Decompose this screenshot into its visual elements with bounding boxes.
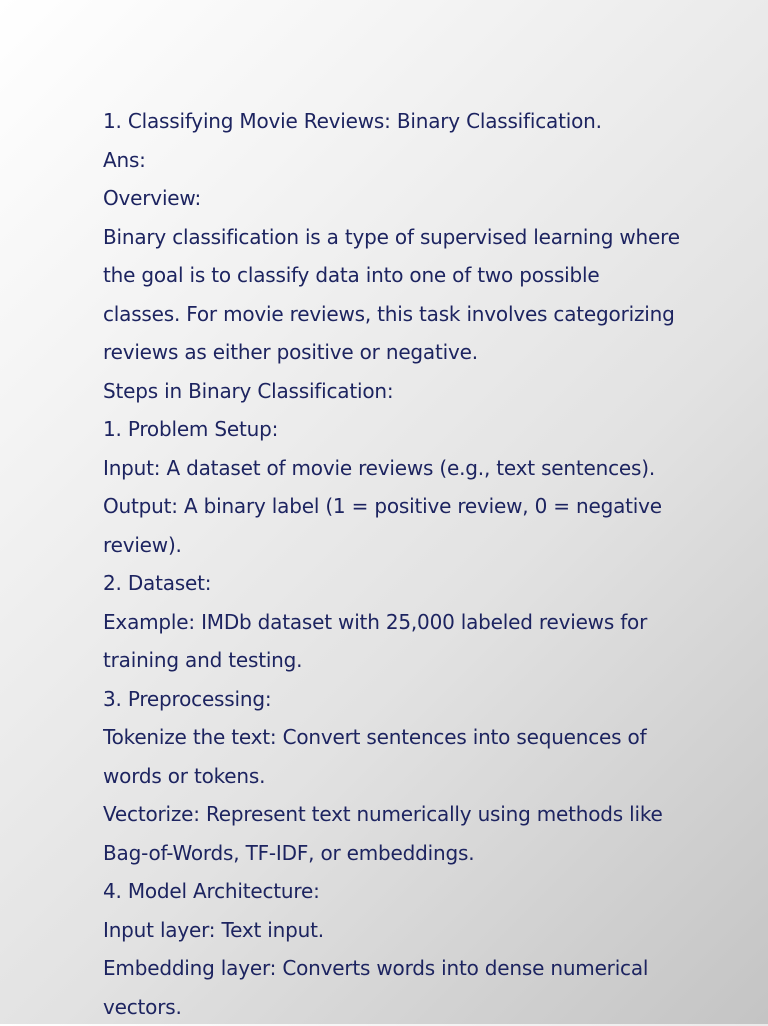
overview-text-line: the goal is to classify data into one of two possible [103,256,743,295]
overview-text-line: classes. For movie reviews, this task involves categorizing [103,295,743,334]
step-text-line: Input layer: Text input. [103,911,743,950]
notes-body [103,102,743,1026]
overview-text-line: reviews as either positive or negative. [103,333,743,372]
step-text-line: Vectorize: Represent text numerically using methods like [103,795,743,834]
step-text-line: Output: A binary label (1 = positive review, 0 = negative [103,487,743,526]
step-text-line: Embedding layer: Converts words into dense numerical [103,949,743,988]
step-text-line: training and testing. [103,641,743,680]
step-text-line: Input: A dataset of movie reviews (e.g., text sentences). [103,449,743,488]
step-text-line: Tokenize the text: Convert sentences into sequences of [103,718,743,757]
step-text-line: Example: IMDb dataset with 25,000 labeled reviews for [103,603,743,642]
answer-label: Ans: [103,141,743,180]
section-heading-overview: Overview: [103,179,743,218]
step-heading-dataset: 2. Dataset: [103,564,743,603]
step-heading-preprocessing: 3. Preprocessing: [103,680,743,719]
step-text-line: Bag-of-Words, TF-IDF, or embeddings. [103,834,743,873]
step-heading-model-architecture: 4. Model Architecture: [103,872,743,911]
step-text-line: review). [103,526,743,565]
step-heading-problem-setup: 1. Problem Setup: [103,410,743,449]
step-text-line: vectors. [103,988,743,1026]
overview-text-line: Binary classification is a type of supervised learning where [103,218,743,257]
question-title: 1. Classifying Movie Reviews: Binary Classification. [103,102,743,141]
section-heading-steps: Steps in Binary Classification: [103,372,743,411]
step-text-line: words or tokens. [103,757,743,796]
